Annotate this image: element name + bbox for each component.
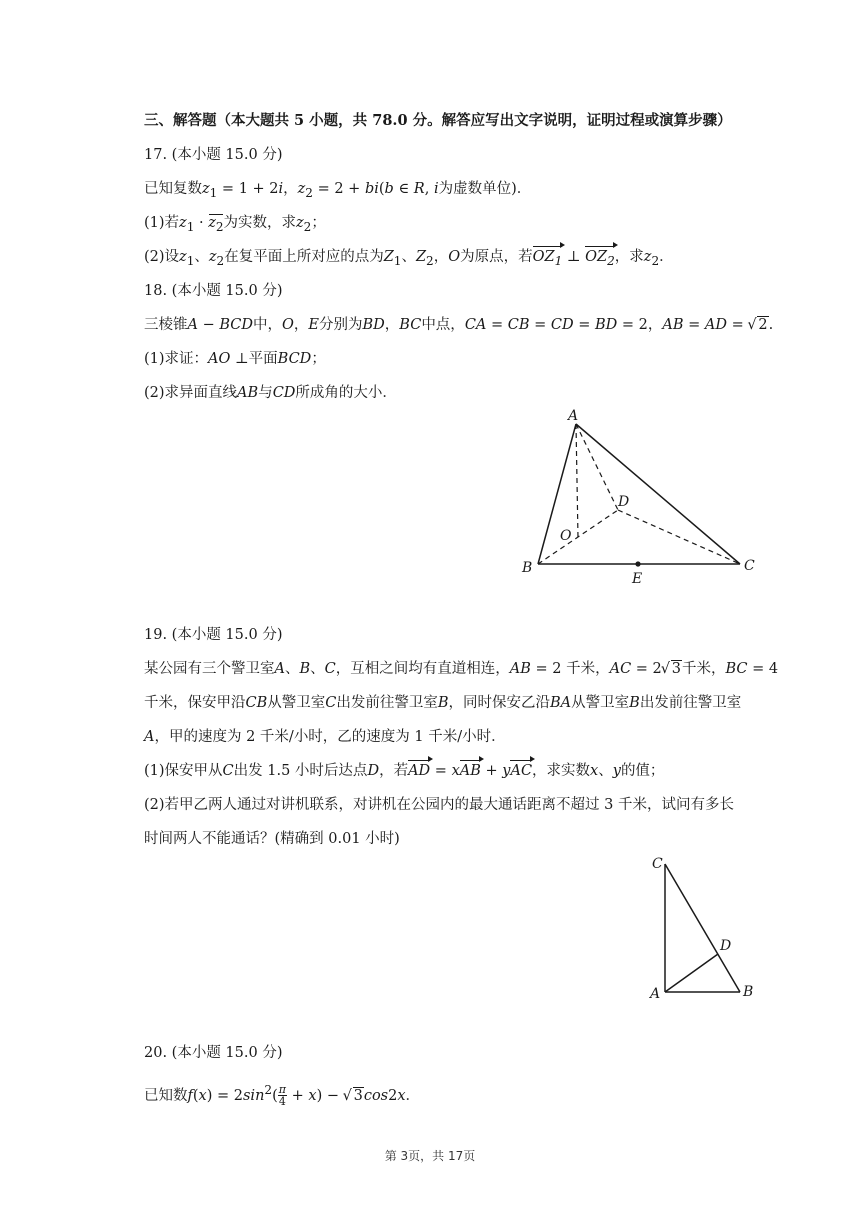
q19-triangle-figure [640,850,770,1010]
label-a: A [650,986,661,1002]
edge-ac [576,424,740,564]
label-d: D [618,494,630,510]
q18-part1: (1)求证：AO ⊥平面BCD； [144,351,326,367]
q20-intro: 已知数$f(x) = 2\sin^2$( $\frac{\pi}{4}$ + x) − √ 3cos2x． [144,1080,420,1107]
q19-part2-line2: 时间两人不能通话？(精确到 0.01 小时) [144,831,400,847]
side-cb [665,864,740,992]
point-e [635,561,640,566]
label-c: C [652,856,663,872]
edge-cd [618,510,740,564]
edge-ad [576,424,618,510]
q18-intro: 三棱锥A − BCD中，O，E分别为BD，BC中点，CA = CB = CD = BD = 2，AB = AD = √ 2. [144,315,773,335]
segment-ao [576,424,578,538]
q19-part1: (1)保安甲从C出发 1.5 小时后达点D，若AD = xAB + yAC，求实数x、y的值； [144,763,665,779]
q18-part2: (2)求异面直线AB与CD所成角的大小． [144,385,397,401]
q18-tetrahedron-figure [510,400,770,590]
section-header: 三、解答题（本大题共 5 小题，共 78.0 分。解答应写出文字说明，证明过程或演算步骤） [144,112,732,129]
label-d: D [720,938,732,954]
q19-heading: 19. (本小题 15.0 分) [144,627,283,643]
label-a: A [568,408,579,424]
q18-heading: 18. (本小题 15.0 分) [144,283,283,299]
label-b: B [522,560,533,576]
q20-heading: 20. (本小题 15.0 分) [144,1045,283,1061]
page-footer: 第 3页，共 17页 [384,1149,476,1163]
label-o: O [560,528,572,544]
label-c: C [744,558,755,574]
q19-line3: A，甲的速度为 2 千米/小时，乙的速度为 1 千米/小时． [144,729,506,745]
q19-line2: 千米，保安甲沿CB从警卫室C出发前往警卫室B，同时保安乙沿BA从警卫室B出发前往警卫室 [144,695,742,711]
label-b: B [743,984,754,1000]
segment-ad [665,954,718,992]
q17-heading: 17. (本小题 15.0 分) [144,147,283,163]
q17-part2: (2)设$z_1$、$z_2$在复平面上所对应的点为$Z_1$、$Z_2$，O为原点，若$OZ_1$ ⊥ $OZ_2$，求$z_2$． [144,247,674,271]
q19-line1: 某公园有三个警卫室A、B、C，互相之间均有直道相连，AB = 2 千米，AC = 2√ 3千米，BC = 4 [144,659,778,679]
q17-part1: (1)若$z_1 \cdot z_2$为实数，求$z_2$； [144,213,326,237]
q17-intro: 已知复数$z_1 = 1 + 2i$，$z_2 = 2 + bi(b$ ∈ R, i为虚数单位)． [144,181,532,200]
q19-part2-line1: (2)若甲乙两人通过对讲机联系，对讲机在公园内的最大通话距离不超过 3 千米，试问有多长 [144,797,734,813]
label-e: E [632,571,643,587]
